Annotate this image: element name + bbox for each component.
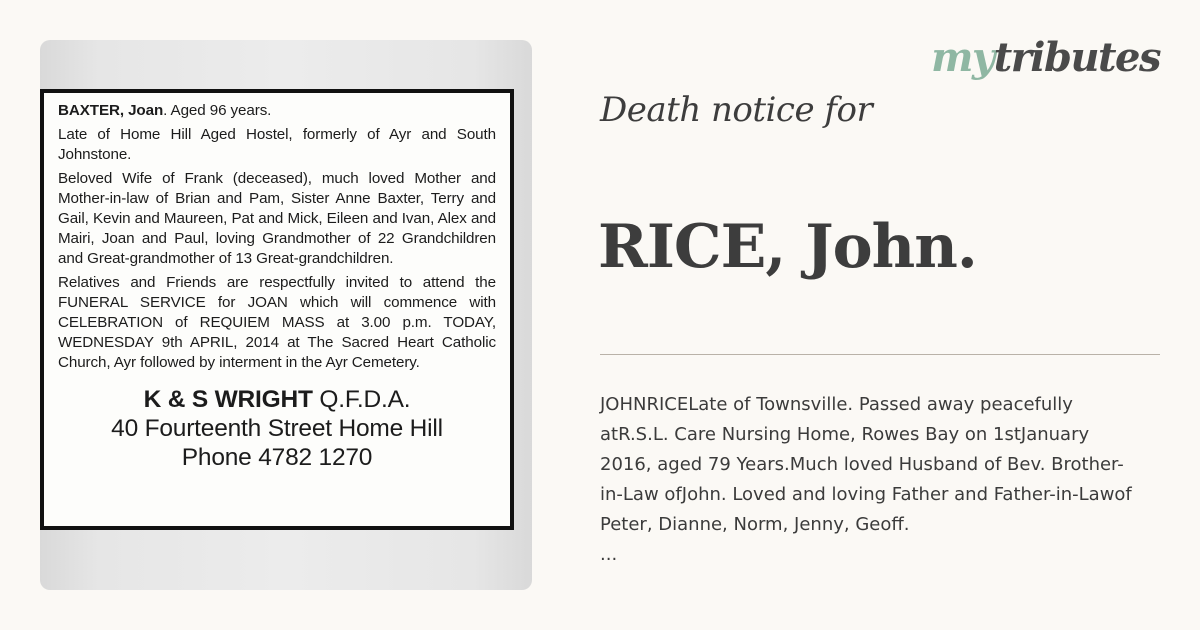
- clipping-age: . Aged 96 years.: [163, 102, 272, 119]
- clipping-residence: Late of Home Hill Aged Hostel, formerly of Ayr and South Johnstone.: [58, 126, 496, 163]
- notice-summary: JOHNRICELate of Townsville. Passed away peacefully atR.S.L. Care Nursing Home, Rowes Bay on 1stJanuary 2016, aged 79 Years.Much loved Husband of Bev. Brother-in-Law ofJohn. Loved and loving Father and Father-in-Lawof Peter, Dianne, Norm, Jenny, Geoff. ...: [600, 394, 1132, 565]
- logo-part-my: my: [931, 34, 994, 81]
- notice-label: Death notice for: [600, 90, 873, 130]
- clipping-heading: [58, 101, 496, 121]
- funeral-director-address: 40 Fourteenth Street Home Hill: [111, 415, 443, 442]
- logo-part-tributes: tributes: [993, 34, 1160, 81]
- funeral-director-block: [58, 385, 496, 472]
- clipping-family: Beloved Wife of Frank (deceased), much loved Mother and Mother-in-law of Brian and Pam, Sister Anne Baxter, Terry and Gail, Kevin and Maureen, Pat and Mick, Eileen and Ivan, Alex and Mairi, Joan and Paul, loving Grandmother of 22 Grandchildren and Great-grandmother of 13 Great-grandchildren.: [58, 170, 496, 267]
- clipping-service: Relatives and Friends are respectfully invited to attend the FUNERAL SERVICE for JOAN which will commence with CELEBRATION of REQUIEM MASS at 3.00 p.m. TODAY, WEDNESDAY 9th APRIL, 2014 at The Sacred Heart Catholic Church, Ayr followed by interment in the Ayr Cemetery.: [58, 274, 496, 371]
- newspaper-clipping: [40, 89, 514, 530]
- mytributes-logo[interactable]: [931, 34, 1160, 81]
- divider: [600, 354, 1160, 355]
- notice-image-card: [40, 40, 532, 590]
- clipping-surname: BAXTER, Joan: [58, 102, 164, 119]
- funeral-director-phone: Phone 4782 1270: [181, 444, 373, 471]
- deceased-name: RICE, John.: [598, 212, 977, 282]
- funeral-director-name: K & S WRIGHT Q.F.D.A.: [143, 386, 411, 413]
